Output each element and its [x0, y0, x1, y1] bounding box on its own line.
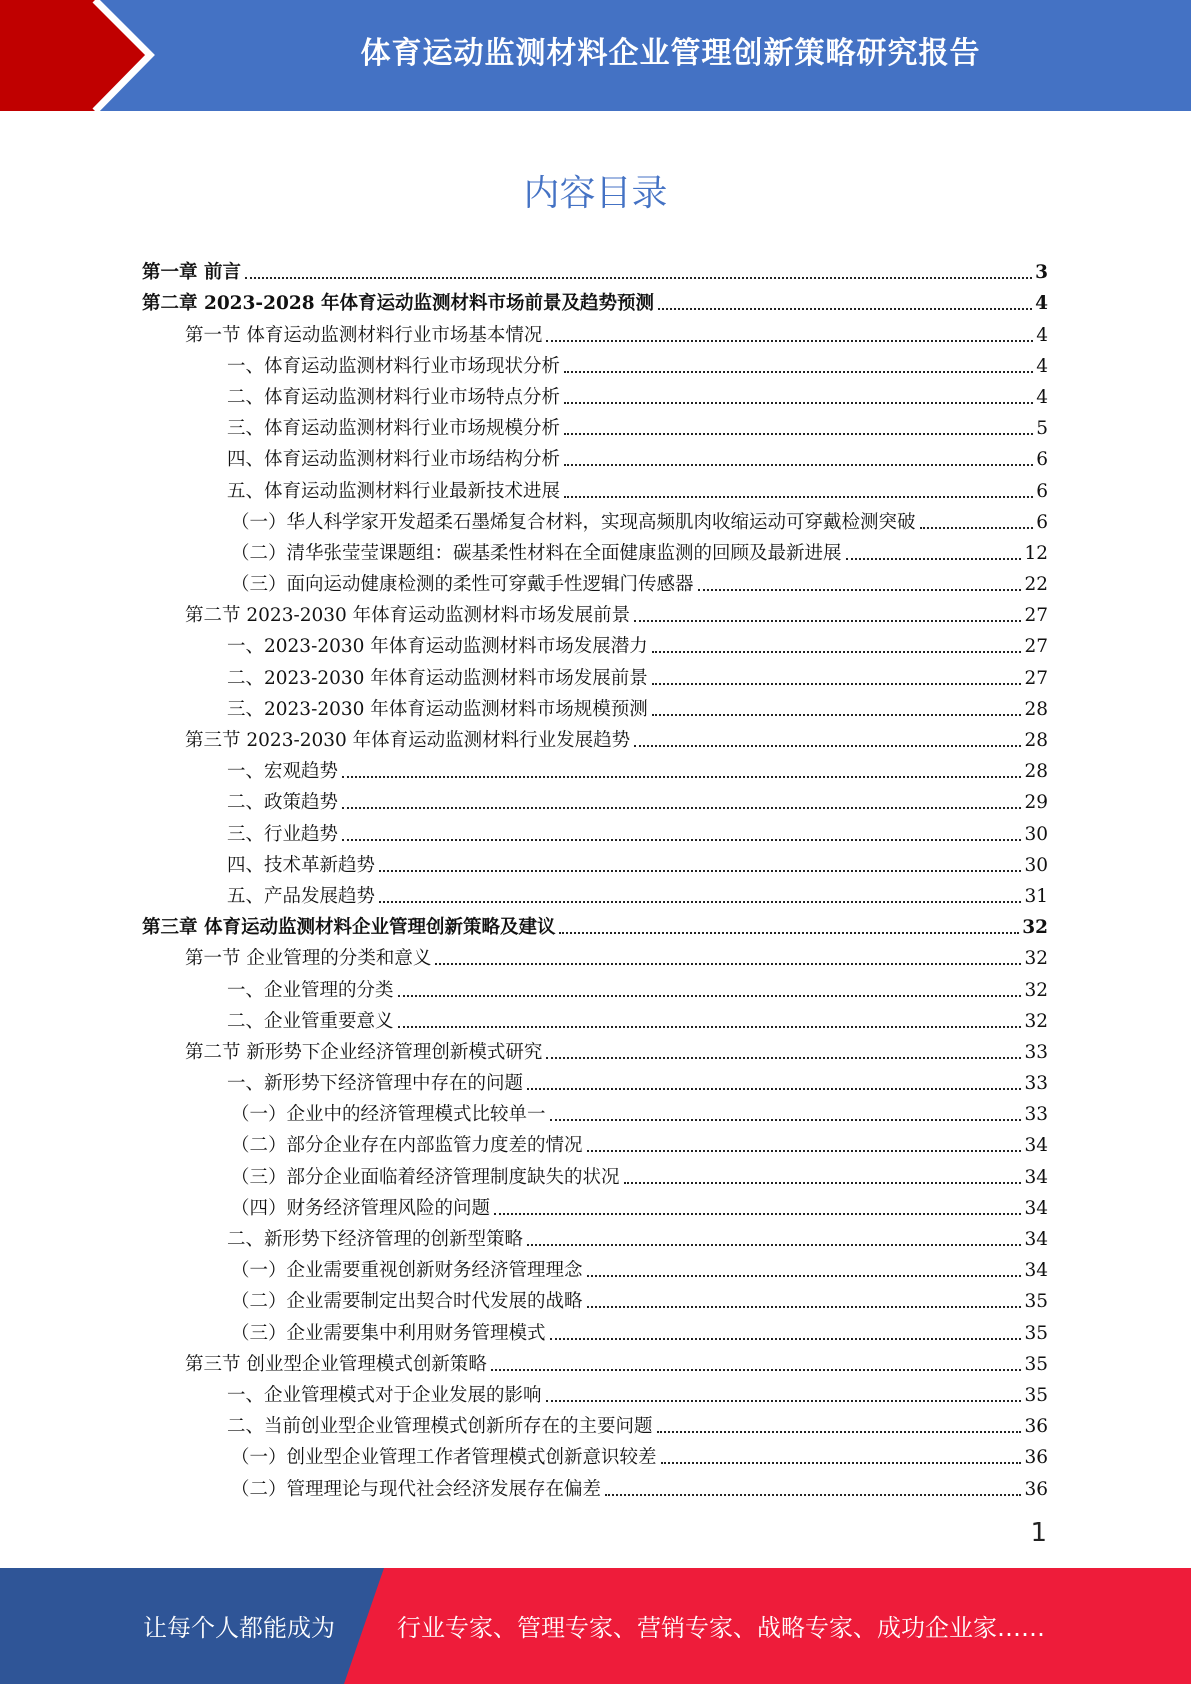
toc-entry[interactable]: [142, 1003, 1048, 1034]
toc-dot-leader: [652, 714, 1022, 716]
toc-entry[interactable]: [142, 971, 1048, 1002]
toc-entry-page: 35: [1024, 1353, 1048, 1375]
toc-entry[interactable]: [142, 1127, 1048, 1158]
toc-entry[interactable]: [142, 659, 1048, 690]
toc-entry[interactable]: [142, 254, 1048, 285]
toc-entry[interactable]: [142, 815, 1048, 846]
toc-entry-page: 6: [1036, 449, 1048, 471]
toc-entry[interactable]: [142, 1283, 1048, 1314]
toc-dot-leader: [550, 1119, 1022, 1121]
toc-entry[interactable]: [142, 753, 1048, 784]
toc-entry-title: （二）清华张莹莹课题组：碳基柔性材料在全面健康监测的回顾及最新进展: [231, 542, 842, 564]
toc-dot-leader: [652, 651, 1022, 653]
toc-entry-title: （三）部分企业面临着经济管理制度缺失的状况: [231, 1166, 620, 1188]
toc-entry[interactable]: [142, 410, 1048, 441]
toc-entry-title: （一）华人科学家开发超柔石墨烯复合材料，实现高频肌肉收缩运动可穿戴检测突破: [231, 511, 916, 533]
toc-entry-title: 第一节 体育运动监测材料行业市场基本情况: [185, 324, 543, 346]
toc-entry-title: 五、体育运动监测材料行业最新技术进展: [227, 480, 561, 502]
toc-entry[interactable]: [142, 1314, 1048, 1345]
toc-entry-title: 二、企业管重要意义: [227, 1010, 394, 1032]
toc-entry-title: 第一节 企业管理的分类和意义: [185, 948, 432, 970]
toc-entry[interactable]: [142, 1158, 1048, 1189]
toc-dot-leader: [846, 558, 1022, 560]
toc-entry-page: 34: [1024, 1260, 1048, 1282]
toc-dot-leader: [379, 901, 1021, 903]
toc-dot-leader: [546, 340, 1033, 342]
toc-entry[interactable]: [142, 1252, 1048, 1283]
toc-entry-page: 12: [1024, 542, 1048, 564]
toc-entry-title: 一、新形势下经济管理中存在的问题: [227, 1073, 524, 1095]
toc-entry[interactable]: [142, 504, 1048, 535]
toc-entry-title: 四、技术革新趋势: [227, 854, 376, 876]
toc-entry-title: （一）创业型企业管理工作者管理模式创新意识较差: [231, 1447, 657, 1469]
toc-entry-title: 二、新形势下经济管理的创新型策略: [227, 1229, 524, 1250]
toc-entry-page: 34: [1024, 1135, 1048, 1157]
toc-dot-leader: [435, 963, 1021, 965]
toc-entry-page: 32: [1024, 979, 1048, 1001]
header-red-arrow: [0, 0, 150, 111]
toc-entry-page: 5: [1036, 418, 1048, 440]
toc-entry-page: 35: [1024, 1384, 1048, 1406]
toc-entry-page: 29: [1024, 792, 1048, 814]
toc-entry[interactable]: [142, 535, 1048, 566]
toc-dot-leader: [920, 527, 1034, 529]
toc-entry-title: 第二章 2023-2028 年体育运动监测材料市场前景及趋势预测: [142, 293, 655, 315]
toc-entry-title: （二）管理理论与现代社会经济发展存在偏差: [231, 1478, 602, 1500]
page-header: [0, 0, 1191, 111]
toc-entry-title: （三）企业需要集中利用财务管理模式: [231, 1322, 546, 1344]
toc-entry-page: 4: [1036, 386, 1048, 408]
toc-entry-page: 4: [1035, 293, 1048, 315]
toc-dot-leader: [564, 464, 1033, 466]
toc-entry-page: 4: [1036, 324, 1048, 346]
toc-entry-page: 3: [1035, 262, 1048, 284]
toc-dot-leader: [342, 839, 1021, 841]
toc-entry-page: 33: [1024, 1104, 1048, 1126]
toc-entry[interactable]: [142, 285, 1048, 316]
toc-entry[interactable]: [142, 784, 1048, 815]
toc-entry-title: 一、2023-2030 年体育运动监测材料市场发展潜力: [227, 636, 648, 658]
toc-entry-page: 36: [1024, 1416, 1048, 1438]
toc-entry-title: 二、体育运动监测材料行业市场特点分析: [227, 386, 561, 408]
toc-entry-page: 22: [1024, 574, 1048, 596]
toc-entry-title: 五、产品发展趋势: [227, 885, 376, 907]
page-number: 1: [1030, 1518, 1047, 1548]
toc-entry-page: 30: [1024, 854, 1048, 876]
toc-entry-title: 第二节 2023-2030 年体育运动监测材料市场发展前景: [185, 605, 631, 627]
toc-entry-title: 第三节 创业型企业管理模式创新策略: [185, 1353, 487, 1375]
toc-entry-page: 36: [1024, 1478, 1048, 1500]
toc-entry[interactable]: [142, 1034, 1048, 1065]
toc-dot-leader: [245, 277, 1032, 279]
toc-entry[interactable]: [142, 1439, 1048, 1470]
toc-dot-leader: [491, 1369, 1022, 1371]
toc-entry-title: （一）企业中的经济管理模式比较单一: [231, 1104, 546, 1126]
toc-entry-title: （二）企业需要制定出契合时代发展的战略: [231, 1291, 583, 1313]
toc-dot-leader: [657, 1431, 1022, 1433]
toc-entry-title: 二、政策趋势: [227, 792, 339, 814]
toc-dot-leader: [342, 807, 1021, 809]
toc-dot-leader: [661, 1462, 1022, 1464]
toc-entry[interactable]: [142, 909, 1048, 940]
toc-title: 内容目录: [523, 173, 668, 214]
toc-dot-leader: [564, 371, 1033, 373]
toc-entry-title: （一）企业需要重视创新财务经济管理理念: [231, 1260, 583, 1282]
toc-dot-leader: [564, 433, 1033, 435]
toc-entry-page: 32: [1024, 1010, 1048, 1032]
toc-entry[interactable]: [142, 348, 1048, 379]
toc-entry-title: 二、2023-2030 年体育运动监测材料市场发展前景: [227, 667, 648, 689]
footer-slogan-right: 行业专家、管理专家、营销专家、战略专家、成功企业家……: [397, 1614, 1045, 1642]
toc-entry-page: 34: [1024, 1166, 1048, 1188]
toc-dot-leader: [379, 870, 1021, 872]
toc-entry-title: 四、体育运动监测材料行业市场结构分析: [227, 449, 561, 471]
toc-dot-leader: [587, 1275, 1022, 1277]
toc-entry-page: 33: [1024, 1073, 1048, 1095]
toc-entry[interactable]: [142, 1408, 1048, 1439]
toc-entry-page: 4: [1036, 355, 1048, 377]
toc-entry-page: 30: [1024, 823, 1048, 845]
header-title: 体育运动监测材料企业管理创新策略研究报告: [360, 36, 981, 71]
toc-dot-leader: [605, 1494, 1021, 1496]
toc-entry-title: 二、当前创业型企业管理模式创新所存在的主要问题: [227, 1416, 653, 1438]
toc-entry[interactable]: [142, 316, 1048, 347]
toc-entry-title: （三）面向运动健康检测的柔性可穿戴手性逻辑门传感器: [231, 574, 694, 596]
toc-dot-leader: [564, 496, 1033, 498]
toc-entry-title: 第一章 前言: [142, 262, 241, 284]
toc-dot-leader: [527, 1088, 1021, 1090]
toc-dot-leader: [559, 932, 1019, 934]
toc-entry[interactable]: [142, 379, 1048, 410]
page-footer: [0, 1568, 1191, 1684]
toc-dot-leader: [658, 308, 1032, 310]
toc-dot-leader: [550, 1338, 1022, 1340]
toc-dot-leader: [546, 1400, 1022, 1402]
toc-dot-leader: [652, 683, 1022, 685]
footer-slogan-left: 让每个人都能成为: [143, 1614, 335, 1642]
toc-entry-title: 一、企业管理模式对于企业发展的影响: [227, 1384, 542, 1406]
toc-entry-title: 第三节 2023-2030 年体育运动监测材料行业发展趋势: [185, 730, 631, 751]
toc-entry[interactable]: [142, 441, 1048, 472]
toc-entry-page: 6: [1036, 480, 1048, 502]
toc-entry-page: 34: [1024, 1197, 1048, 1219]
toc-entry-page: 32: [1022, 917, 1048, 939]
toc-entry[interactable]: [142, 847, 1048, 878]
toc-entry-page: 27: [1024, 636, 1048, 658]
toc-dot-leader: [698, 589, 1022, 591]
toc-entry[interactable]: [142, 1190, 1048, 1221]
toc-entry[interactable]: [142, 1377, 1048, 1408]
toc-entry-title: 一、企业管理的分类: [227, 979, 394, 1001]
toc-entry[interactable]: [142, 1065, 1048, 1096]
toc-entry[interactable]: [142, 1221, 1048, 1252]
toc-entry[interactable]: [142, 1470, 1048, 1501]
toc-entry-page: 6: [1036, 511, 1048, 533]
toc-dot-leader: [527, 1244, 1021, 1246]
toc-entry-page: 36: [1024, 1447, 1048, 1469]
toc-entry[interactable]: [142, 628, 1048, 659]
toc-entry-title: 三、体育运动监测材料行业市场规模分析: [227, 418, 561, 440]
toc-dot-leader: [587, 1150, 1022, 1152]
toc-entry-page: 33: [1024, 1041, 1048, 1063]
toc-dot-leader: [634, 745, 1021, 747]
toc-entry[interactable]: [142, 472, 1048, 503]
toc-entry-title: （二）部分企业存在内部监管力度差的情况: [231, 1135, 583, 1157]
toc-entry[interactable]: [142, 691, 1048, 722]
toc-entry-page: 28: [1024, 698, 1048, 720]
toc-entry[interactable]: [142, 597, 1048, 628]
toc-entry-page: 32: [1024, 948, 1048, 970]
toc-dot-leader: [587, 1306, 1022, 1308]
toc-entry[interactable]: [142, 940, 1048, 971]
toc-entry-page: 27: [1024, 667, 1048, 689]
toc-entry-title: 三、行业趋势: [227, 823, 339, 845]
toc-entry-title: 三、2023-2030 年体育运动监测材料市场规模预测: [227, 698, 648, 720]
toc-dot-leader: [494, 1213, 1021, 1215]
toc-entry-page: 28: [1024, 730, 1048, 751]
toc-dot-leader: [342, 776, 1021, 778]
toc-entry[interactable]: [142, 1096, 1048, 1127]
toc-dot-leader: [564, 402, 1033, 404]
toc-entry-title: 第三章 体育运动监测材料企业管理创新策略及建议: [142, 917, 556, 939]
toc-entry[interactable]: [142, 1346, 1048, 1377]
toc-entry-page: 28: [1024, 761, 1048, 783]
toc-dot-leader: [624, 1182, 1022, 1184]
toc-entry[interactable]: [142, 722, 1048, 753]
toc-dot-leader: [398, 1026, 1022, 1028]
toc-entry-page: 34: [1024, 1229, 1048, 1250]
toc-dot-leader: [634, 620, 1021, 622]
toc-entry-page: 35: [1024, 1291, 1048, 1313]
toc-entry-title: （四）财务经济管理风险的问题: [231, 1197, 491, 1219]
toc-entry-page: 27: [1024, 605, 1048, 627]
toc-entry[interactable]: [142, 878, 1048, 909]
toc-entry-title: 一、宏观趋势: [227, 761, 339, 783]
toc-dot-leader: [398, 995, 1022, 997]
toc-entry-page: 31: [1024, 885, 1048, 907]
toc-entry-page: 35: [1024, 1322, 1048, 1344]
toc-entry-title: 一、体育运动监测材料行业市场现状分析: [227, 355, 561, 377]
toc-entry[interactable]: [142, 566, 1048, 597]
toc-entry-title: 第二节 新形势下企业经济管理创新模式研究: [185, 1041, 543, 1063]
toc-dot-leader: [546, 1057, 1021, 1059]
table-of-contents: [142, 254, 1048, 1502]
